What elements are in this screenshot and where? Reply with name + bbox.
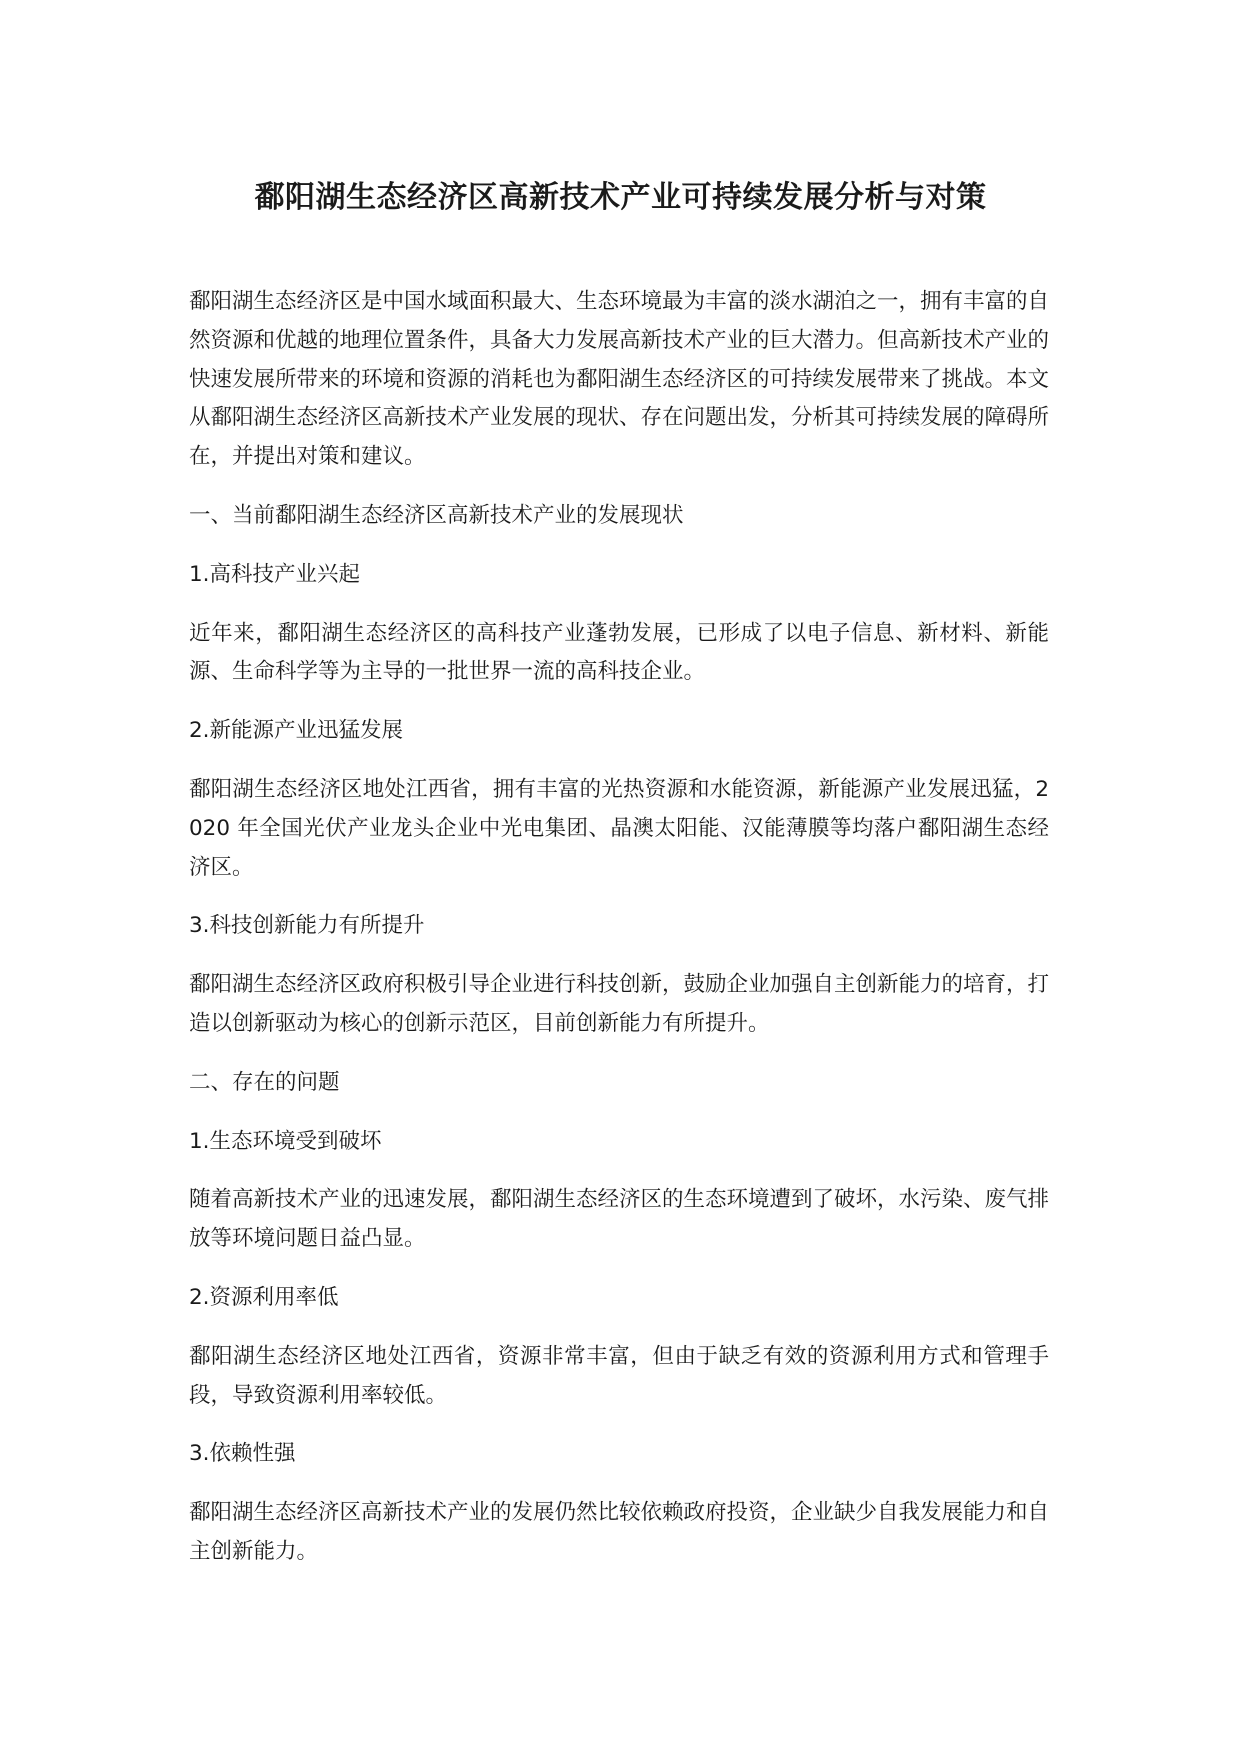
paragraph-1-3: 鄱阳湖生态经济区政府积极引导企业进行科技创新，鼓励企业加强自主创新能力的培育，打造以创新驱动为核心的创新示范区，目前创新能力有所提升。	[189, 972, 1050, 1036]
intro-paragraph: 鄱阳湖生态经济区是中国水域面积最大、生态环境最为丰富的淡水湖泊之一，拥有丰富的自然资源和优越的地理位置条件，具备大力发展高新技术产业的巨大潜力。但高新技术产业的快速发展所带来的环境和资源的消耗也为鄱阳湖生态经济区的可持续发展带来了挑战。本文从鄱阳湖生态经济区高新技术产业发展的现状、存在问题出发，分析其可持续发展的障碍所在，并提出对策和建议。	[189, 289, 1050, 470]
section-heading-2: 二、存在的问题	[189, 1069, 340, 1095]
subsection-heading-1-3: 3.科技创新能力有所提升	[189, 913, 425, 939]
subsection-heading-2-2: 2.资源利用率低	[189, 1284, 339, 1310]
paragraph-2-1: 随着高新技术产业的迅速发展，鄱阳湖生态经济区的生态环境遭到了破坏，水污染、废气排放等环境问题日益凸显。	[189, 1187, 1050, 1252]
subsection-heading-1-1: 1.高科技产业兴起	[189, 561, 361, 587]
subsection-heading-2-1: 1.生态环境受到破坏	[189, 1128, 382, 1154]
paragraph-2-3: 鄱阳湖生态经济区高新技术产业的发展仍然比较依赖政府投资，企业缺少自我发展能力和自主创新能力。	[189, 1500, 1050, 1564]
paragraph-2-2: 鄱阳湖生态经济区地处江西省，资源非常丰富，但由于缺乏有效的资源利用方式和管理手段，导致资源利用率较低。	[189, 1343, 1049, 1408]
section-heading-1: 一、当前鄱阳湖生态经济区高新技术产业的发展现状	[189, 502, 684, 528]
subsection-heading-2-3: 3.依赖性强	[189, 1441, 296, 1467]
document-title: 鄱阳湖生态经济区高新技术产业可持续发展分析与对策	[254, 180, 987, 215]
paragraph-1-1: 近年来，鄱阳湖生态经济区的高科技产业蓬勃发展，已形成了以电子信息、新材料、新能源、生命科学等为主导的一批世界一流的高科技企业。	[189, 620, 1049, 685]
document-body	[189, 283, 1049, 1592]
subsection-heading-1-2: 2.新能源产业迅猛发展	[189, 718, 404, 744]
paragraph-1-2: 鄱阳湖生态经济区地处江西省，拥有丰富的光热资源和水能资源，新能源产业发展迅猛，2020 年全国光伏产业龙头企业中光电集团、晶澳太阳能、汉能薄膜等均落户鄱阳湖生态经济区。	[189, 776, 1049, 880]
